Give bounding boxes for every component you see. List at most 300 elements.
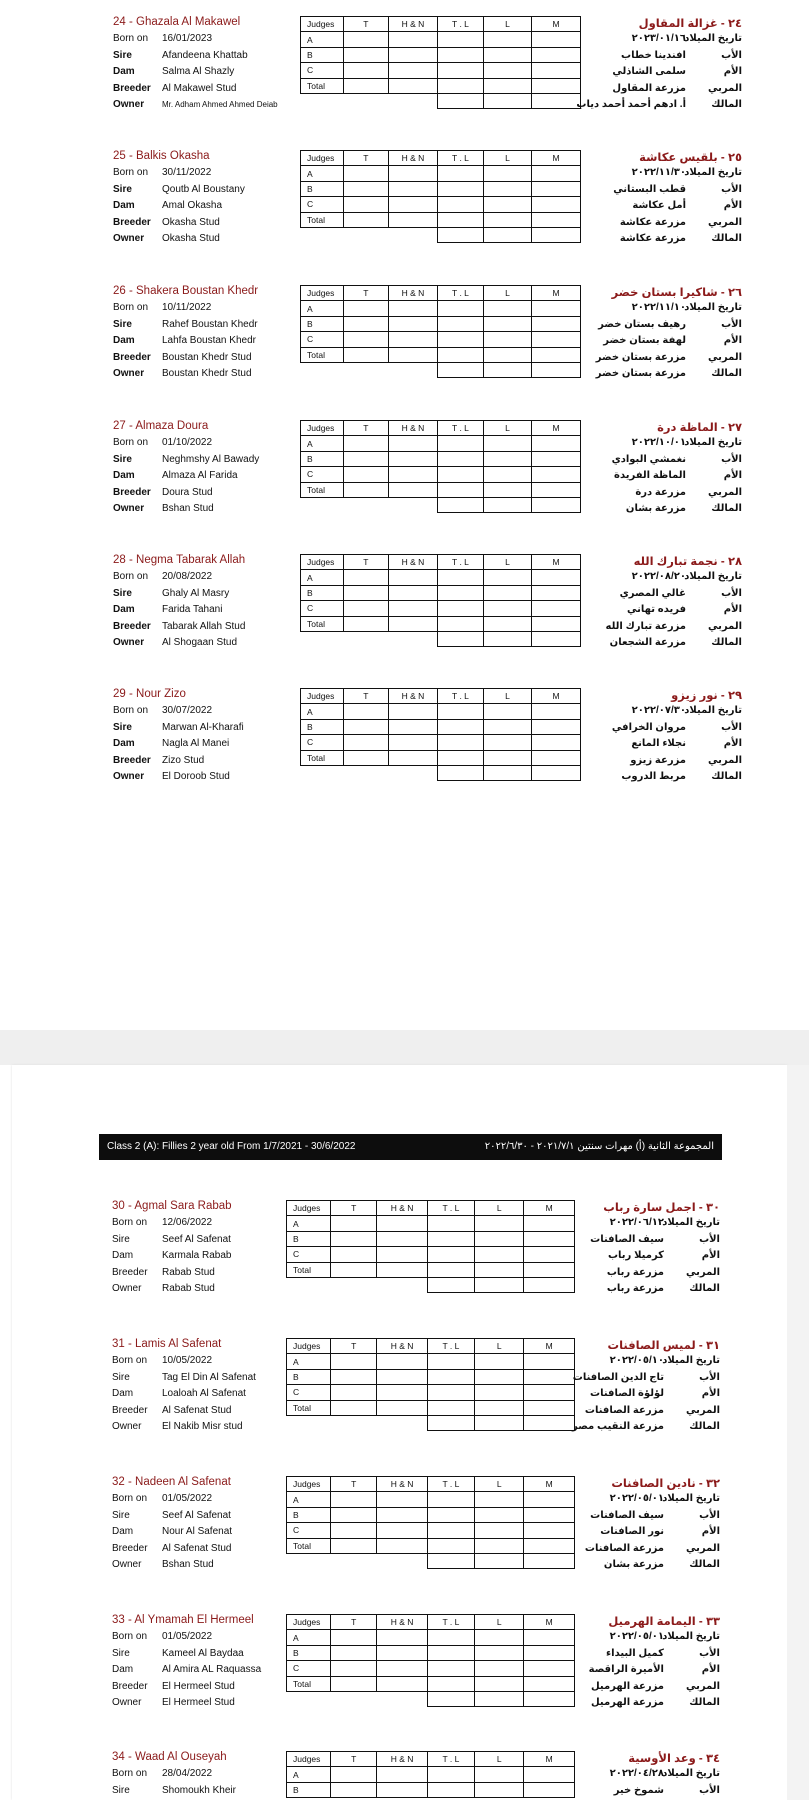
label-ar-breeder: المربي — [708, 486, 742, 498]
score-cell — [524, 1231, 575, 1246]
table-header-cell: T — [343, 17, 388, 32]
table-header-cell: L — [483, 421, 531, 436]
label-ar-sire: الأب — [699, 1371, 720, 1383]
score-cell — [343, 451, 388, 466]
value-ar-breeder: مزرعة تبارك الله — [605, 620, 686, 632]
value-born: 30/07/2022 — [162, 705, 213, 716]
table-header-cell: H & N — [388, 17, 437, 32]
label-ar-sire: الأب — [721, 587, 742, 599]
value-ar-owner: مزرعة بستان خضر — [595, 368, 686, 380]
empty-cell — [287, 1691, 331, 1706]
final-score-cell — [531, 765, 580, 780]
table-header-cell: M — [531, 151, 580, 166]
value-ar-dam: فريده تهاني — [627, 604, 686, 616]
score-cell — [531, 47, 580, 62]
label-breeder: Breeder — [113, 216, 151, 228]
score-cell — [475, 1661, 524, 1676]
score-cell — [377, 1216, 428, 1231]
judge-label: B — [287, 1231, 331, 1246]
label-owner: Owner — [113, 771, 145, 783]
value-breeder: Rabab Stud — [162, 1266, 215, 1278]
table-header-cell: Judges — [301, 286, 344, 301]
score-cell — [483, 166, 531, 181]
final-score-cell — [524, 1553, 575, 1568]
score-cell — [377, 1630, 428, 1645]
horse-name-en: 32 - Nadeen Al Safenat — [112, 1476, 231, 1488]
score-cell — [483, 601, 531, 616]
score-cell — [343, 719, 388, 734]
value-ar-sire: كميل البيداء — [606, 1647, 664, 1659]
empty-cell — [301, 362, 344, 377]
table-header-cell: T . L — [437, 286, 483, 301]
table-header-cell: T . L — [437, 555, 483, 570]
label-owner: Owner — [112, 1283, 142, 1295]
final-score-cell — [427, 1277, 474, 1292]
class-2-header-bar — [99, 1134, 722, 1160]
score-cell — [524, 1400, 575, 1415]
judge-label: A — [301, 32, 344, 47]
label-born: Born on — [112, 1217, 148, 1228]
table-header-cell: T — [331, 1201, 377, 1216]
value-ar-breeder: مزرعة عكاشة — [619, 216, 686, 228]
value-born: 10/05/2022 — [162, 1355, 213, 1366]
judge-label: A — [287, 1630, 331, 1645]
score-cell — [427, 1782, 474, 1797]
label-dam: Dam — [112, 1526, 134, 1538]
value-ar-owner: مزرعة بشان — [625, 503, 686, 515]
label-owner: Owner — [113, 637, 145, 649]
empty-cell — [388, 93, 437, 108]
value-born: 01/05/2022 — [162, 1631, 213, 1642]
label-ar-born: تاريخ الميلاد — [662, 1631, 720, 1642]
label-breeder: Breeder — [112, 1680, 148, 1692]
score-cell — [331, 1369, 377, 1384]
score-cell — [524, 1247, 575, 1262]
label-ar-dam: الأم — [723, 335, 742, 347]
score-cell — [427, 1369, 474, 1384]
judge-label: A — [301, 704, 344, 719]
score-cell — [437, 181, 483, 196]
value-ar-sire: سيف الصافنات — [590, 1233, 664, 1245]
label-sire: Sire — [113, 318, 132, 330]
label-breeder: Breeder — [112, 1404, 148, 1416]
score-cell — [475, 1676, 524, 1691]
value-sire: Shomoukh Kheir — [162, 1784, 236, 1796]
score-cell — [437, 436, 483, 451]
table-header-cell: Judges — [287, 1201, 331, 1216]
judge-label: B — [301, 451, 344, 466]
final-score-cell — [531, 93, 580, 108]
table-header-cell: T . L — [437, 421, 483, 436]
score-cell — [475, 1538, 524, 1553]
value-ar-owner: مزرعة الهرميل — [590, 1697, 664, 1709]
label-born: Born on — [112, 1493, 148, 1504]
score-table — [286, 1751, 575, 1798]
value-ar-sire: شموخ خير — [613, 1784, 664, 1796]
score-cell — [524, 1385, 575, 1400]
value-ar-dam: كرميلا رباب — [608, 1250, 664, 1262]
empty-cell — [331, 1415, 377, 1430]
value-ar-sire: تاج الدين الصافنات — [572, 1371, 664, 1383]
score-cell — [427, 1523, 474, 1538]
table-header-cell: M — [531, 286, 580, 301]
judge-label: A — [301, 166, 344, 181]
score-cell — [437, 166, 483, 181]
empty-cell — [343, 93, 388, 108]
score-cell — [388, 181, 437, 196]
table-header-cell: H & N — [388, 421, 437, 436]
score-cell — [531, 436, 580, 451]
value-born: 01/10/2022 — [162, 437, 213, 448]
score-table — [286, 1476, 575, 1569]
label-ar-sire: الأب — [699, 1784, 720, 1796]
score-cell — [531, 735, 580, 750]
final-score-cell — [427, 1553, 474, 1568]
label-sire: Sire — [113, 453, 132, 465]
value-dam: Almaza Al Farida — [162, 470, 238, 482]
table-header-cell: T . L — [427, 1477, 474, 1492]
score-cell — [388, 63, 437, 78]
value-born: 01/05/2022 — [162, 1493, 213, 1504]
judge-label: C — [301, 332, 344, 347]
horse-name-ar: ٣٢ - نادين الصافنات — [611, 1478, 720, 1490]
value-owner: Mr. Adham Ahmed Ahmed Deiab — [162, 100, 278, 110]
label-owner: Owner — [112, 1559, 142, 1571]
score-cell — [531, 704, 580, 719]
value-breeder: Tabarak Allah Stud — [162, 620, 246, 632]
table-header-cell: T . L — [427, 1752, 474, 1767]
score-cell — [343, 735, 388, 750]
score-cell — [483, 735, 531, 750]
final-score-cell — [524, 1415, 575, 1430]
value-breeder: Al Safenat Stud — [162, 1404, 232, 1416]
score-cell — [437, 301, 483, 316]
label-dam: Dam — [113, 604, 135, 616]
score-cell — [427, 1676, 474, 1691]
value-breeder: Boustan Khedr Stud — [162, 351, 252, 363]
score-cell — [388, 570, 437, 585]
value-ar-dam: أمل عكاشة — [632, 200, 686, 212]
judge-label: Total — [287, 1262, 331, 1277]
score-cell — [475, 1231, 524, 1246]
table-header-cell: Judges — [301, 689, 344, 704]
score-cell — [531, 212, 580, 227]
empty-cell — [301, 631, 344, 646]
label-ar-owner: المالك — [689, 1421, 720, 1433]
judge-label: Total — [301, 212, 344, 227]
value-ar-breeder: مزرعة زيزو — [630, 754, 686, 766]
value-ar-born: ٢٠٢٢/١٠/٠١ — [631, 437, 686, 448]
score-cell — [388, 750, 437, 765]
label-dam: Dam — [113, 335, 135, 347]
value-sire: Seef Al Safenat — [162, 1509, 231, 1521]
value-ar-breeder: مزرعة الصافنات — [584, 1542, 664, 1554]
table-header-cell: Judges — [287, 1477, 331, 1492]
empty-cell — [287, 1553, 331, 1568]
horse-name-ar: ٣١ - لميس الصافنات — [607, 1340, 720, 1352]
score-cell — [388, 316, 437, 331]
score-cell — [388, 32, 437, 47]
score-cell — [437, 451, 483, 466]
empty-cell — [377, 1415, 428, 1430]
value-sire: Rahef Boustan Khedr — [162, 318, 258, 330]
value-sire: Marwan Al-Kharafi — [162, 721, 244, 733]
score-cell — [377, 1507, 428, 1522]
judge-label: B — [287, 1369, 331, 1384]
score-cell — [377, 1523, 428, 1538]
value-ar-sire: افندينا خطاب — [621, 49, 686, 61]
judge-label: Total — [301, 616, 344, 631]
score-cell — [388, 212, 437, 227]
final-score-cell — [524, 1277, 575, 1292]
table-header-cell: H & N — [388, 555, 437, 570]
value-sire: Afandeena Khattab — [162, 49, 248, 61]
empty-cell — [343, 631, 388, 646]
value-born: 20/08/2022 — [162, 571, 213, 582]
label-owner: Owner — [113, 233, 145, 245]
value-ar-born: ٢٠٢٢/٠٤/٢٨ — [609, 1768, 664, 1779]
table-header-cell: M — [524, 1339, 575, 1354]
score-cell — [343, 78, 388, 93]
label-ar-dam: الأم — [723, 470, 742, 482]
final-score-cell — [437, 631, 483, 646]
score-cell — [343, 332, 388, 347]
empty-cell — [388, 631, 437, 646]
final-score-cell — [475, 1691, 524, 1706]
label-sire: Sire — [113, 587, 132, 599]
class-title-en: Class 2 (A): Fillies 2 year old From 1/7/2021 - 30/6/2022 — [107, 1141, 356, 1152]
value-ar-breeder: مزرعة درة — [635, 486, 686, 498]
value-owner: El Nakib Misr stud — [162, 1421, 243, 1433]
score-cell — [483, 585, 531, 600]
label-ar-breeder: المربي — [708, 82, 742, 94]
label-dam: Dam — [113, 738, 135, 750]
judge-label: C — [301, 601, 344, 616]
horse-name-ar: ٢٥ - بلقيس عكاشة — [639, 152, 742, 164]
score-cell — [388, 78, 437, 93]
judge-label: C — [287, 1661, 331, 1676]
value-owner: El Hermeel Stud — [162, 1697, 235, 1709]
score-cell — [427, 1767, 474, 1782]
horse-name-en: 34 - Waad Al Ouseyah — [112, 1751, 227, 1763]
label-ar-sire: الأب — [721, 318, 742, 330]
table-header-cell: L — [475, 1477, 524, 1492]
score-cell — [331, 1385, 377, 1400]
empty-cell — [377, 1691, 428, 1706]
final-score-cell — [531, 362, 580, 377]
horse-name-ar: ٢٧ - الماظة درة — [657, 422, 742, 434]
judge-label: A — [301, 436, 344, 451]
value-ar-born: ٢٠٢٢/٠٥/١٠ — [609, 1355, 664, 1366]
judge-label: B — [301, 316, 344, 331]
judge-label: C — [287, 1523, 331, 1538]
value-owner: Boustan Khedr Stud — [162, 368, 252, 380]
score-cell — [531, 63, 580, 78]
label-ar-dam: الأم — [723, 66, 742, 78]
label-breeder: Breeder — [113, 620, 151, 632]
score-cell — [343, 585, 388, 600]
label-ar-sire: الأب — [721, 49, 742, 61]
label-born: Born on — [112, 1768, 148, 1779]
score-cell — [531, 750, 580, 765]
score-cell — [531, 166, 580, 181]
score-cell — [343, 601, 388, 616]
table-header-cell: Judges — [301, 555, 344, 570]
score-cell — [388, 436, 437, 451]
value-ar-sire: قطب البستاني — [613, 183, 686, 195]
score-cell — [437, 32, 483, 47]
label-ar-sire: الأب — [699, 1509, 720, 1521]
label-ar-owner: المالك — [711, 99, 742, 111]
score-cell — [331, 1782, 377, 1797]
score-cell — [388, 467, 437, 482]
score-cell — [331, 1523, 377, 1538]
score-cell — [475, 1767, 524, 1782]
score-cell — [475, 1645, 524, 1660]
value-breeder: Doura Stud — [162, 486, 213, 498]
empty-cell — [301, 765, 344, 780]
label-ar-sire: الأب — [721, 183, 742, 195]
value-dam: Amal Okasha — [162, 200, 223, 212]
table-header-cell: T — [331, 1752, 377, 1767]
score-cell — [343, 32, 388, 47]
judge-label: Total — [301, 750, 344, 765]
label-ar-breeder: المربي — [708, 620, 742, 632]
judge-label: C — [301, 467, 344, 482]
score-cell — [524, 1782, 575, 1797]
score-cell — [388, 332, 437, 347]
label-ar-owner: المالك — [711, 368, 742, 380]
table-header-cell: M — [531, 17, 580, 32]
label-ar-born: تاريخ الميلاد — [684, 302, 742, 313]
score-cell — [343, 212, 388, 227]
table-header-cell: T — [343, 286, 388, 301]
value-sire: Qoutb Al Boustany — [162, 183, 245, 195]
table-header-cell: Judges — [287, 1615, 331, 1630]
score-cell — [343, 181, 388, 196]
value-ar-owner: مزرعة بشان — [603, 1559, 664, 1571]
judge-label: A — [301, 301, 344, 316]
score-cell — [524, 1661, 575, 1676]
value-dam: Loaloah Al Safenat — [162, 1388, 246, 1400]
score-table — [286, 1614, 575, 1707]
score-cell — [483, 616, 531, 631]
final-score-cell — [437, 362, 483, 377]
label-breeder: Breeder — [113, 351, 151, 363]
empty-cell — [331, 1691, 377, 1706]
score-cell — [377, 1767, 428, 1782]
empty-cell — [388, 227, 437, 242]
value-ar-breeder: مزرعة بستان خضر — [595, 351, 686, 363]
score-cell — [531, 197, 580, 212]
table-header-cell: T — [343, 689, 388, 704]
judge-label: Total — [301, 347, 344, 362]
label-sire: Sire — [113, 721, 132, 733]
empty-cell — [343, 362, 388, 377]
score-cell — [475, 1523, 524, 1538]
label-ar-sire: الأب — [721, 721, 742, 733]
value-owner: Bshan Stud — [162, 1559, 214, 1571]
label-ar-sire: الأب — [699, 1233, 720, 1245]
score-cell — [427, 1400, 474, 1415]
score-cell — [427, 1354, 474, 1369]
score-table — [286, 1338, 575, 1431]
final-score-cell — [475, 1415, 524, 1430]
value-sire: Seef Al Safenat — [162, 1233, 231, 1245]
empty-cell — [377, 1553, 428, 1568]
value-breeder: El Hermeel Stud — [162, 1680, 235, 1692]
score-cell — [475, 1492, 524, 1507]
label-owner: Owner — [113, 99, 145, 111]
label-ar-sire: الأب — [699, 1647, 720, 1659]
score-cell — [524, 1354, 575, 1369]
page-gap — [0, 1030, 809, 1065]
empty-cell — [287, 1277, 331, 1292]
table-header-cell: Judges — [301, 421, 344, 436]
table-header-cell: T — [331, 1339, 377, 1354]
label-ar-born: تاريخ الميلاد — [684, 571, 742, 582]
label-born: Born on — [113, 302, 149, 313]
score-cell — [531, 32, 580, 47]
score-cell — [475, 1247, 524, 1262]
horse-name-en: 33 - Al Ymamah El Hermeel — [112, 1614, 254, 1626]
judge-label: C — [287, 1247, 331, 1262]
value-ar-owner: مربط الدروب — [621, 771, 686, 783]
table-header-cell: M — [524, 1615, 575, 1630]
value-ar-breeder: مزرعة الصافنات — [584, 1404, 664, 1416]
score-cell — [377, 1231, 428, 1246]
score-cell — [483, 436, 531, 451]
judge-label: Total — [287, 1538, 331, 1553]
value-dam: Nour Al Safenat — [162, 1526, 233, 1538]
judge-label: A — [287, 1492, 331, 1507]
empty-cell — [388, 497, 437, 512]
score-cell — [343, 63, 388, 78]
score-cell — [483, 47, 531, 62]
value-ar-dam: الأميرة الراقصة — [588, 1664, 664, 1676]
value-dam: Farida Tahani — [162, 604, 223, 616]
label-born: Born on — [113, 705, 149, 716]
table-header-cell: H & N — [377, 1201, 428, 1216]
empty-cell — [301, 497, 344, 512]
empty-cell — [301, 227, 344, 242]
judge-label: A — [287, 1354, 331, 1369]
value-breeder: Al Makawel Stud — [162, 82, 237, 94]
score-cell — [377, 1400, 428, 1415]
score-cell — [427, 1538, 474, 1553]
score-cell — [331, 1354, 377, 1369]
score-cell — [483, 570, 531, 585]
horse-name-ar: ٣٣ - اليمامة الهرميل — [608, 1616, 720, 1628]
score-cell — [343, 301, 388, 316]
score-cell — [531, 181, 580, 196]
score-cell — [388, 585, 437, 600]
final-score-cell — [475, 1553, 524, 1568]
label-born: Born on — [112, 1355, 148, 1366]
score-cell — [427, 1492, 474, 1507]
label-ar-breeder: المربي — [708, 754, 742, 766]
table-header-cell: H & N — [377, 1339, 428, 1354]
judge-label: B — [301, 719, 344, 734]
table-header-cell: L — [475, 1201, 524, 1216]
judge-label: A — [287, 1216, 331, 1231]
label-ar-sire: الأب — [721, 453, 742, 465]
score-cell — [483, 704, 531, 719]
score-cell — [475, 1354, 524, 1369]
score-cell — [388, 616, 437, 631]
score-cell — [531, 719, 580, 734]
score-cell — [437, 78, 483, 93]
